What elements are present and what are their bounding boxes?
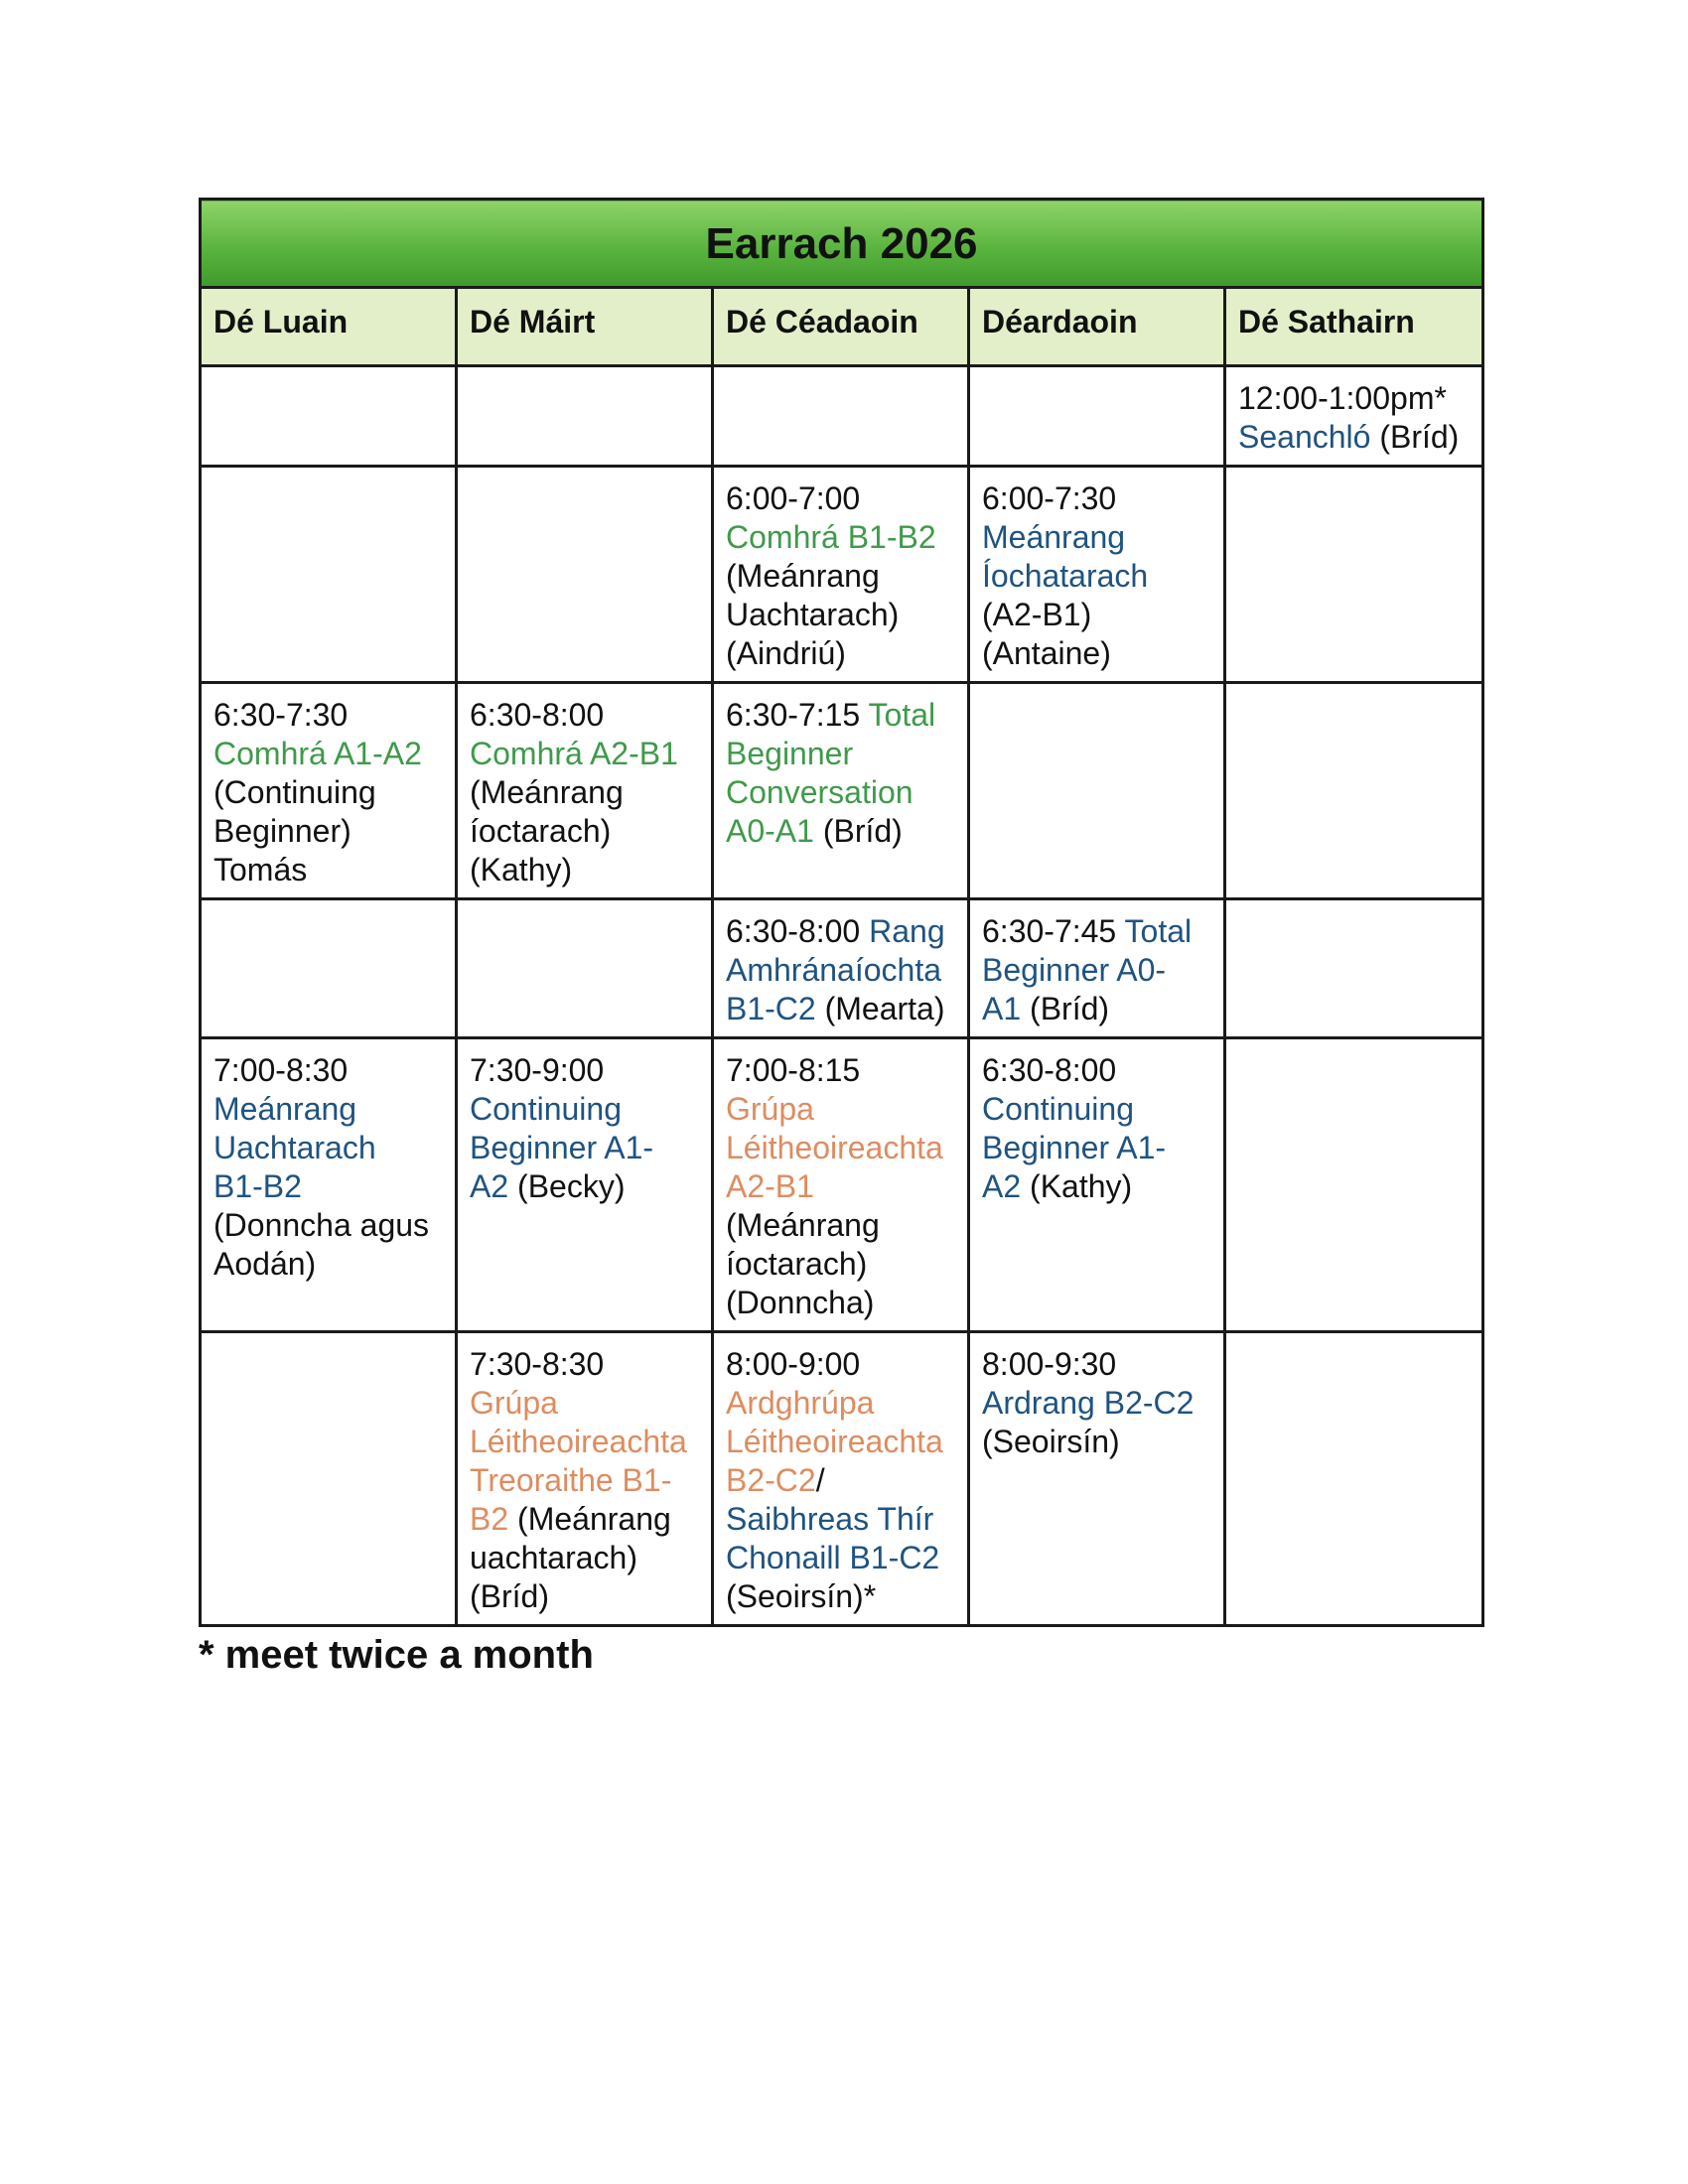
- class-name-text: Meánrang: [982, 519, 1126, 555]
- class-name-text: B1-C2: [726, 991, 816, 1026]
- class-detail-text: 12:00-1:00pm*: [1238, 380, 1447, 416]
- class-detail-text: 7:00-8:15: [726, 1052, 861, 1088]
- class-detail-text: (Donncha): [726, 1285, 875, 1320]
- class-name-text: Beginner A0-: [982, 952, 1167, 988]
- class-name-text: Ardghrúpa: [726, 1385, 875, 1421]
- class-detail-text: 7:00-8:30: [213, 1052, 349, 1088]
- class-name-text: Comhrá B1-B2: [726, 519, 936, 555]
- class-name-text: Continuing: [982, 1091, 1134, 1127]
- empty-slot-wednesday: [713, 366, 969, 467]
- class-detail-text: 7:30-9:00: [470, 1052, 605, 1088]
- class-slot-thursday: [969, 467, 1225, 683]
- schedule-row: [201, 366, 1483, 467]
- class-name-text: Uachtarach: [213, 1130, 376, 1165]
- class-name-text: Beginner A1-: [982, 1130, 1167, 1165]
- class-name-text: B2: [470, 1501, 509, 1537]
- class-detail-text: 6:00-7:00: [726, 480, 861, 516]
- class-detail-text: (A2-B1): [982, 597, 1092, 632]
- empty-slot-tuesday: [457, 366, 713, 467]
- class-detail-text: 6:30-7:30: [213, 697, 349, 733]
- class-name-text: Seanchló: [1238, 419, 1371, 455]
- day-header-monday: Dé Luain: [201, 288, 457, 366]
- footnote: * meet twice a month: [199, 1633, 594, 1677]
- class-slot-wednesday: [713, 1332, 969, 1626]
- class-detail-text: íoctarach): [470, 813, 612, 849]
- class-name-text: Léitheoireachta: [470, 1424, 687, 1459]
- class-name-text: A2: [470, 1168, 509, 1204]
- class-detail-text: 6:30-7:45: [982, 913, 1125, 949]
- class-detail-text: (Donncha agus: [213, 1207, 430, 1243]
- class-detail-text: (Bríd): [813, 813, 903, 849]
- class-slot-thursday: [969, 899, 1225, 1038]
- class-detail-text: (Mearta): [815, 991, 945, 1026]
- empty-slot-tuesday: [457, 899, 713, 1038]
- empty-slot-tuesday: [457, 467, 713, 683]
- class-slot-tuesday: [457, 1038, 713, 1332]
- class-detail-text: (Bríd): [1021, 991, 1110, 1026]
- class-slot-thursday: [969, 1038, 1225, 1332]
- day-header-tuesday: Dé Máirt: [457, 288, 713, 366]
- class-detail-text: (Antaine): [982, 635, 1111, 671]
- class-name-text: A1: [982, 991, 1022, 1026]
- class-name-text: Comhrá A1-A2: [213, 736, 422, 771]
- empty-slot-monday: [201, 899, 457, 1038]
- class-name-text: Amhránaíochta: [726, 952, 942, 988]
- schedule-table: [199, 198, 1484, 1627]
- class-slot-monday: [201, 1038, 457, 1332]
- empty-slot-thursday: [969, 366, 1225, 467]
- schedule-row: [201, 899, 1483, 1038]
- class-detail-text: 8:00-9:30: [982, 1346, 1117, 1382]
- class-detail-text: (Kathy): [1021, 1168, 1133, 1204]
- class-detail-text: (Continuing: [213, 774, 376, 810]
- class-detail-text: 6:30-8:00: [726, 913, 870, 949]
- empty-slot-saturday: [1225, 683, 1483, 899]
- class-name-text: Ardrang B2-C2: [982, 1385, 1195, 1421]
- class-name-text: Total: [1124, 913, 1193, 949]
- class-detail-text: Uachtarach): [726, 597, 900, 632]
- class-name-text: Íochatarach: [982, 558, 1149, 594]
- class-name-text: Total: [868, 697, 936, 733]
- class-detail-text: 7:30-8:30: [470, 1346, 605, 1382]
- class-name-text: Rang: [869, 913, 945, 949]
- class-detail-text: (Seoirsín)*: [726, 1578, 877, 1614]
- class-name-text: Léitheoireachta: [726, 1424, 943, 1459]
- empty-slot-saturday: [1225, 1038, 1483, 1332]
- class-slot-saturday: [1225, 366, 1483, 467]
- class-name-text: Meánrang: [213, 1091, 357, 1127]
- class-slot-wednesday: [713, 1038, 969, 1332]
- day-header-wednesday: Dé Céadaoin: [713, 288, 969, 366]
- schedule-body: [201, 366, 1483, 1626]
- schedule-row: [201, 1038, 1483, 1332]
- class-name-text: Beginner A1-: [470, 1130, 654, 1165]
- class-detail-text: (Seoirsín): [982, 1424, 1120, 1459]
- class-name-text: Continuing: [470, 1091, 622, 1127]
- class-detail-text: (Meánrang: [726, 1207, 880, 1243]
- class-name-text: Conversation: [726, 774, 914, 810]
- class-slot-monday: [201, 683, 457, 899]
- class-slot-tuesday: [457, 683, 713, 899]
- empty-slot-monday: [201, 366, 457, 467]
- schedule-row: [201, 467, 1483, 683]
- class-detail-text: (Meánrang: [726, 558, 880, 594]
- class-name-text: Beginner: [726, 736, 854, 771]
- class-name-text: Saibhreas Thír: [726, 1501, 934, 1537]
- empty-slot-monday: [201, 467, 457, 683]
- class-detail-text: /: [815, 1462, 825, 1498]
- schedule-row: [201, 683, 1483, 899]
- day-header-saturday: Dé Sathairn: [1225, 288, 1483, 366]
- class-detail-text: Tomás: [213, 852, 308, 887]
- class-slot-thursday: [969, 1332, 1225, 1626]
- class-name-text: Comhrá A2-B1: [470, 736, 678, 771]
- class-detail-text: (Bríd): [1370, 419, 1460, 455]
- class-detail-text: Aodán): [213, 1246, 317, 1282]
- class-name-text: A2: [982, 1168, 1022, 1204]
- class-name-text: Grúpa: [726, 1091, 814, 1127]
- class-name-text: Grúpa: [470, 1385, 558, 1421]
- class-detail-text: Beginner): [213, 813, 352, 849]
- class-slot-wednesday: [713, 467, 969, 683]
- class-slot-wednesday: [713, 899, 969, 1038]
- class-name-text: A0-A1: [726, 813, 814, 849]
- class-name-text: A2-B1: [726, 1168, 814, 1204]
- class-detail-text: (Bríd): [470, 1578, 549, 1614]
- class-detail-text: (Becky): [508, 1168, 626, 1204]
- class-slot-wednesday: [713, 683, 969, 899]
- class-detail-text: íoctarach): [726, 1246, 868, 1282]
- empty-slot-saturday: [1225, 1332, 1483, 1626]
- class-name-text: B2-C2: [726, 1462, 816, 1498]
- class-detail-text: 6:30-8:00: [470, 697, 605, 733]
- class-name-text: Léitheoireachta: [726, 1130, 943, 1165]
- class-name-text: B1-B2: [213, 1168, 302, 1204]
- empty-slot-saturday: [1225, 899, 1483, 1038]
- class-detail-text: uachtarach): [470, 1540, 637, 1575]
- class-detail-text: (Meánrang: [508, 1501, 671, 1537]
- empty-slot-thursday: [969, 683, 1225, 899]
- class-detail-text: 8:00-9:00: [726, 1346, 861, 1382]
- class-detail-text: (Aindriú): [726, 635, 846, 671]
- class-slot-tuesday: [457, 1332, 713, 1626]
- class-detail-text: 6:30-7:15: [726, 697, 869, 733]
- class-name-text: Treoraithe B1-: [470, 1462, 672, 1498]
- schedule-title: Earrach 2026: [201, 200, 1483, 288]
- day-header-thursday: Déardaoin: [969, 288, 1225, 366]
- class-name-text: Chonaill B1-C2: [726, 1540, 940, 1575]
- empty-slot-monday: [201, 1332, 457, 1626]
- schedule-row: [201, 1332, 1483, 1626]
- class-detail-text: (Kathy): [470, 852, 573, 887]
- empty-slot-saturday: [1225, 467, 1483, 683]
- class-detail-text: (Meánrang: [470, 774, 624, 810]
- class-detail-text: 6:30-8:00: [982, 1052, 1117, 1088]
- class-detail-text: 6:00-7:30: [982, 480, 1117, 516]
